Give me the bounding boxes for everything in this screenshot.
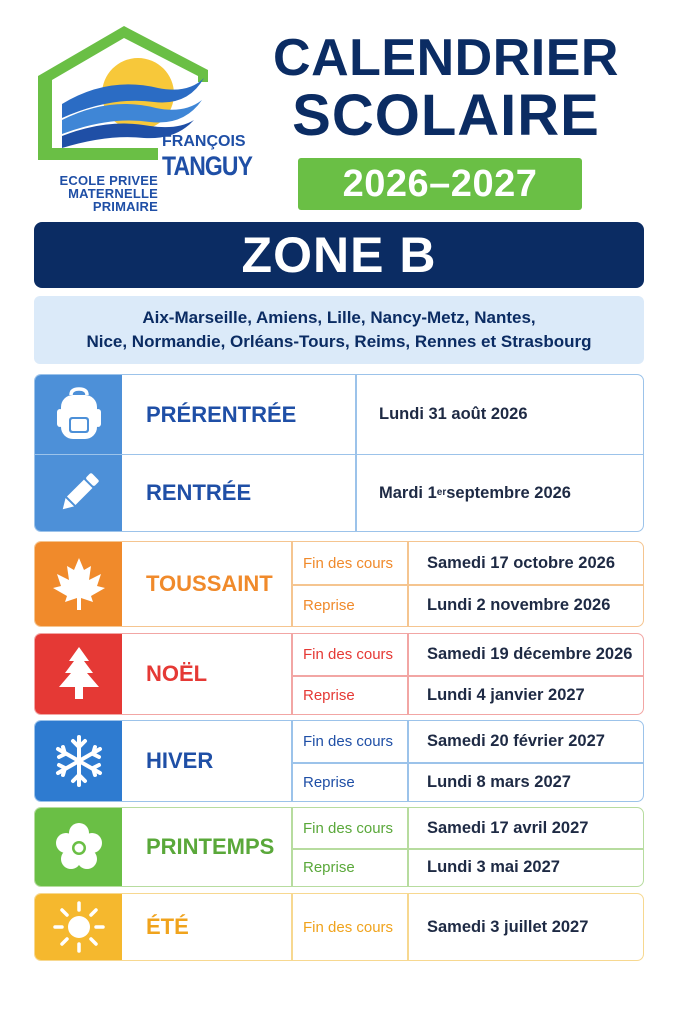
printemps-end-date: Samedi 17 avril 2027 — [427, 818, 589, 837]
prerentree-date: Lundi 31 août 2026 — [379, 405, 528, 423]
pencil-icon — [35, 455, 122, 531]
row-prerentree — [34, 374, 644, 454]
year-badge: 2026–2027 — [298, 158, 582, 210]
noel-resume-date: Lundi 4 janvier 2027 — [427, 685, 585, 704]
row-rentree — [34, 454, 644, 532]
ete-end-label: Fin des cours — [303, 918, 394, 936]
row-ete — [34, 893, 644, 961]
ete-label: ÉTÉ — [146, 914, 189, 939]
pine-tree-icon — [35, 634, 122, 714]
printemps-resume-label: Reprise — [303, 859, 355, 876]
hiver-resume-date: Lundi 8 mars 2027 — [427, 772, 571, 791]
noel-end-date: Samedi 19 décembre 2026 — [427, 645, 633, 663]
noel-end-label: Fin des cours — [303, 646, 394, 663]
snowflake-icon — [35, 721, 122, 801]
printemps-resume-date: Lundi 3 mai 2027 — [427, 858, 560, 876]
flower-icon — [35, 808, 122, 886]
toussaint-end-date: Samedi 17 octobre 2026 — [427, 553, 616, 572]
toussaint-resume-date: Lundi 2 novembre 2026 — [427, 596, 611, 614]
zone-banner: ZONE B — [34, 222, 644, 288]
school-logo: ECOLE PRIVEE MATERNELLE PRIMAIRE FRANÇOIS TANGUY — [38, 26, 238, 196]
row-hiver — [34, 720, 644, 802]
printemps-end-label: Fin des cours — [303, 819, 394, 837]
hiver-end-date: Samedi 20 février 2027 — [427, 732, 605, 750]
toussaint-resume-label: Reprise — [303, 597, 355, 614]
toussaint-end-label: Fin des cours — [303, 554, 394, 572]
logo-school-type: ECOLE PRIVEE MATERNELLE PRIMAIRE — [59, 173, 158, 214]
maple-leaf-icon — [35, 542, 122, 626]
row-noel — [34, 633, 644, 715]
noel-resume-label: Reprise — [303, 686, 355, 704]
backpack-icon — [35, 375, 122, 454]
academies-list: Aix-Marseille, Amiens, Lille, Nancy-Metz, Nantes, Nice, Normandie, Orléans-Tours, Reims, Rennes et Strasbourg — [34, 296, 644, 364]
rentree-label: RENTRÉE — [146, 480, 252, 505]
noel-label: NOËL — [146, 661, 208, 686]
hiver-resume-label: Reprise — [303, 773, 355, 791]
hiver-label: HIVER — [146, 748, 214, 773]
toussaint-label: TOUSSAINT — [146, 571, 273, 596]
hiver-end-label: Fin des cours — [303, 733, 394, 750]
prerentree-label: PRÉRENTRÉE — [146, 401, 297, 427]
row-toussaint — [34, 541, 644, 627]
ete-end-date: Samedi 3 juillet 2027 — [427, 917, 589, 936]
sun-icon — [35, 894, 122, 960]
page-title: CALENDRIER SCOLAIRE — [273, 29, 619, 148]
rentree-date: Mardi 1 er septembre 2026 — [379, 483, 571, 502]
printemps-label: PRINTEMPS — [146, 834, 275, 859]
row-printemps — [34, 807, 644, 887]
